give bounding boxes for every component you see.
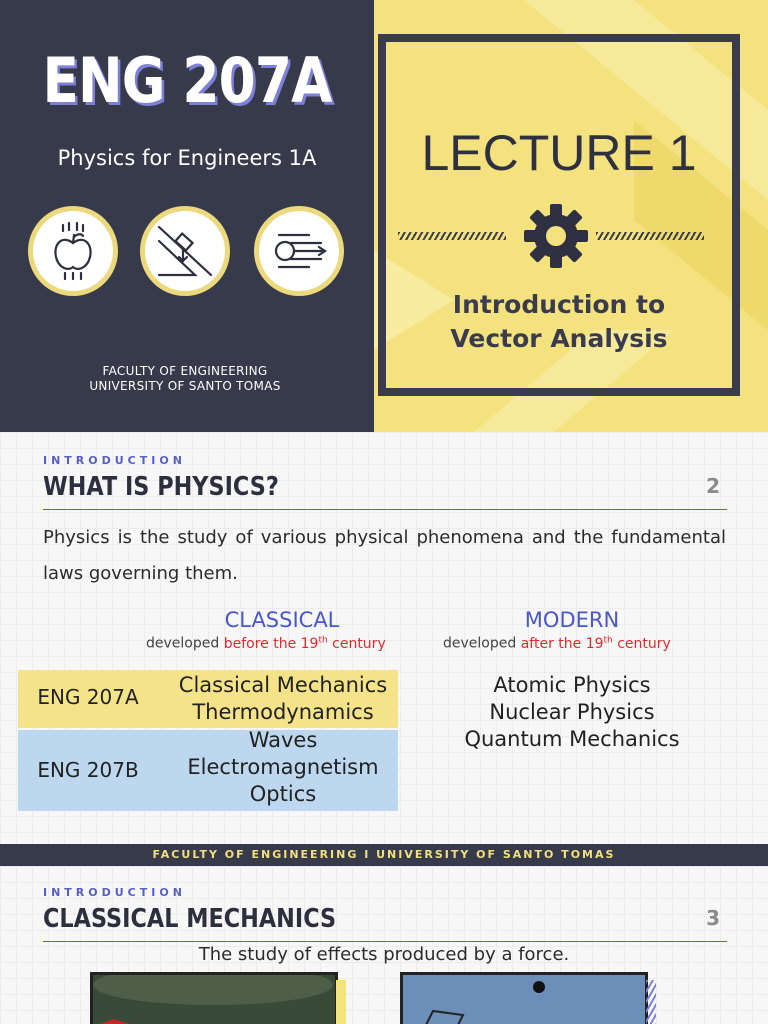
lecture-frame (378, 34, 740, 396)
inclined-plane-icon (140, 206, 230, 296)
title-panel (0, 0, 374, 432)
heading-rule (43, 509, 727, 510)
classical-mechanics-slide (0, 866, 768, 1024)
page-number: 3 (706, 906, 720, 930)
eng207a-row (18, 670, 398, 728)
course-code: ENG 207A (42, 44, 332, 117)
faculty-label (0, 364, 370, 394)
row-course-code: ENG 207A (37, 685, 139, 709)
row-course-code: ENG 207B (37, 758, 139, 782)
classical-note (146, 635, 386, 652)
classical-note-highlight (224, 636, 386, 652)
page-number: 2 (706, 474, 720, 498)
topic-item: Electromagnetism (187, 755, 379, 779)
hatch-divider-left (398, 232, 506, 240)
modern-note-prefix: developed (443, 635, 521, 652)
topic-item: Atomic Physics (493, 673, 651, 697)
footer-band: FACULTY OF ENGINEERING I UNIVERSITY OF SANTO TOMAS (0, 844, 768, 866)
slide-heading: WHAT IS PHYSICS? (43, 472, 279, 502)
topic-item: Waves (248, 728, 318, 752)
course-title: Physics for Engineers 1A (57, 146, 317, 170)
lecture-topic-line2: Vector Analysis (450, 324, 668, 353)
row-topics (163, 727, 403, 808)
university-name: UNIVERSITY OF SANTO TOMAS (89, 379, 281, 393)
falling-apple-icon (28, 206, 118, 296)
faculty-name: FACULTY OF ENGINEERING (102, 364, 268, 378)
lecture-topic (386, 288, 732, 356)
section-tag: INTRODUCTION (43, 886, 186, 899)
slide-heading: CLASSICAL MECHANICS (43, 904, 337, 934)
modern-topics (432, 672, 712, 753)
lecture-topic-line1: Introduction to (452, 290, 666, 319)
basketball-photo (400, 972, 648, 1024)
title-slide (0, 0, 768, 432)
classical-note-highlight-text: before the 19 (223, 635, 319, 652)
photo-accent (336, 980, 346, 1024)
topic-item: Thermodynamics (192, 700, 374, 724)
classical-heading: CLASSICAL (224, 608, 340, 632)
eng207b-row (18, 730, 398, 811)
physics-definition: Physics is the study of various physical phenomena and the fundamental laws governing them. (43, 527, 726, 584)
classical-note-suffix: century (327, 635, 386, 652)
slide-subtitle: The study of effects produced by a force. (198, 944, 570, 965)
topic-item: Nuclear Physics (489, 700, 655, 724)
lecture-number: LECTURE 1 (421, 125, 697, 181)
section-tag: INTRODUCTION (43, 454, 186, 467)
modern-note-suffix: century (612, 635, 671, 652)
topic-item: Optics (249, 782, 317, 806)
modern-note-sup: th (603, 635, 613, 645)
modern-note (443, 635, 671, 652)
modern-heading: MODERN (524, 608, 620, 632)
modern-note-highlight-text: after the 19 (520, 635, 604, 652)
moving-ball-icon (254, 206, 344, 296)
modern-note-highlight (521, 636, 671, 652)
what-is-physics-slide (0, 432, 768, 844)
heading-rule (43, 941, 727, 942)
classical-note-prefix: developed (146, 635, 224, 652)
row-topics (163, 672, 403, 726)
photo-accent (646, 980, 656, 1024)
topic-item: Classical Mechanics (178, 673, 388, 697)
gear-icon (522, 202, 590, 274)
classical-note-sup: th (318, 635, 328, 645)
hatch-divider-right (596, 232, 704, 240)
car-photo (90, 972, 338, 1024)
topic-item: Quantum Mechanics (464, 727, 680, 751)
